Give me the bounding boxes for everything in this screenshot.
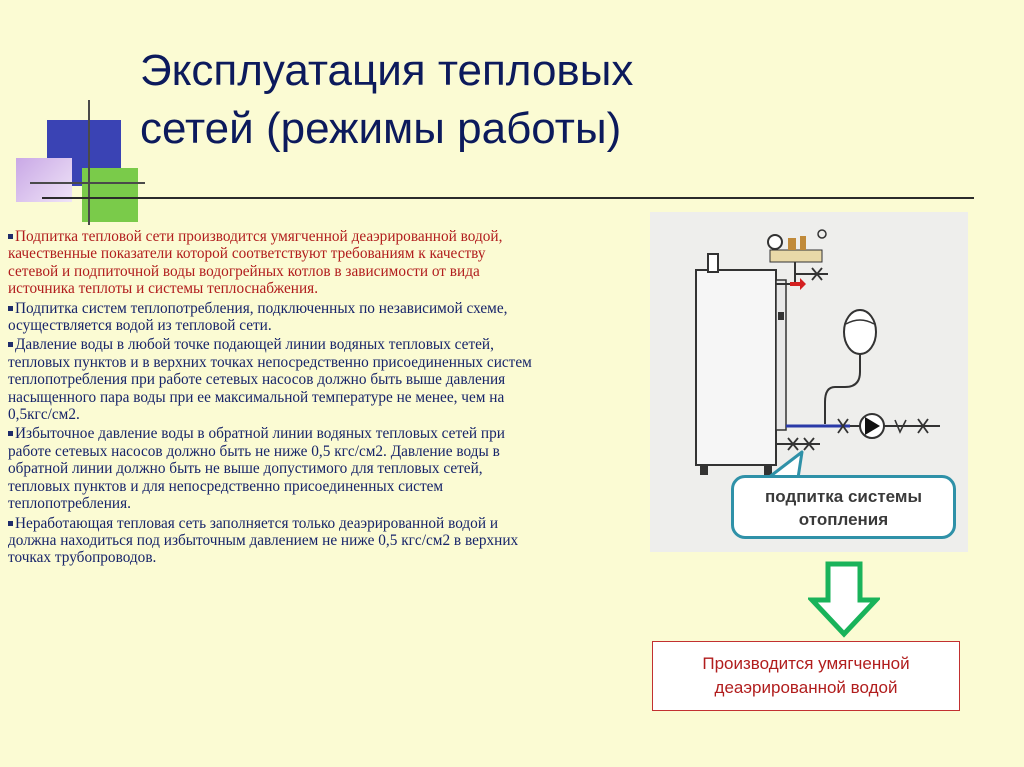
deco-square-lavender [16, 158, 72, 202]
bullet-text: Давление воды в любой точке подающей линии водяных тепловых сетей, тепловых пунктов и в верхних точках непосредственно присоединенных систем теплопотребления при работе сетевых насосов должно быть выше давления насыщенного пара воды при ее максимальной температуре не менее, чем на 0,5кгс/см2. [8, 336, 532, 424]
bullet-text: Избыточное давление воды в обратной линии водяных тепловых сетей при работе сетевых насосов должно быть не ниже 0,5 кгс/см2. Давление воды в обратной линии должно быть не выше допустимого для тепловых сетей, тепловых пунктов и для непосредственно присоединенных систем теплопотребления. [8, 425, 505, 513]
square-bullet-icon [8, 306, 13, 311]
result-line-1: Производится умягченной [702, 654, 910, 673]
deco-line-horizontal [30, 182, 145, 184]
result-line-2: деаэрированной водой [714, 678, 898, 697]
bullet-text: Подпитка тепловой сети производится умягченной деаэрированной водой, качественные показатели которой соответствуют требованиям к качеству сетевой и подпиточной воды водогрейных котлов в зависимости от вида источника теплоты и системы теплоснабжения. [8, 228, 503, 298]
callout-line-1: подпитка системы [765, 487, 922, 506]
boiler-chimney [708, 254, 718, 272]
expansion-tank-icon [844, 310, 876, 354]
callout-box [731, 475, 956, 539]
bullet-item [8, 300, 538, 335]
deco-line-vertical [88, 100, 90, 225]
square-bullet-icon [8, 431, 13, 436]
decorative-squares [30, 100, 150, 225]
down-arrow-icon [808, 560, 880, 640]
boiler-leg-left [700, 465, 708, 475]
air-vent-cap [818, 230, 826, 238]
callout-line-2: отопления [798, 510, 889, 529]
boiler-control-dot [778, 312, 784, 320]
safety-valve-icon [788, 238, 796, 250]
expansion-tank-pipe [825, 354, 860, 424]
bullet-item [8, 515, 538, 567]
square-bullet-icon [8, 234, 13, 239]
boiler-side-panel [776, 280, 786, 430]
page-title [140, 42, 900, 158]
air-vent-icon [800, 236, 806, 250]
boiler-body [696, 270, 776, 465]
bullet-item [8, 228, 538, 298]
title-line-1: Эксплуатация тепловых [140, 46, 634, 95]
square-bullet-icon [8, 521, 13, 526]
result-box [652, 641, 960, 711]
boiler-leg-right [764, 465, 772, 475]
bullet-item [8, 336, 538, 423]
supply-red-arrow-icon [790, 278, 806, 290]
bullet-list [8, 228, 538, 569]
manifold [770, 250, 822, 262]
bullet-text: Неработающая тепловая сеть заполняется только деаэрированной водой и должна находиться под избыточным давлением не ниже 0,5 кгс/см2 в верхних точках трубопроводов. [8, 514, 519, 567]
title-divider [42, 197, 974, 199]
title-line-2: сетей (режимы работы) [140, 104, 622, 153]
bullet-text: Подпитка систем теплопотребления, подключенных по независимой схеме, осуществляется водой из тепловой сети. [8, 299, 508, 335]
bullet-item [8, 425, 538, 512]
square-bullet-icon [8, 342, 13, 347]
deco-square-green [82, 168, 138, 222]
heating-system-diagram [650, 212, 968, 552]
pressure-gauge-icon [768, 235, 782, 249]
